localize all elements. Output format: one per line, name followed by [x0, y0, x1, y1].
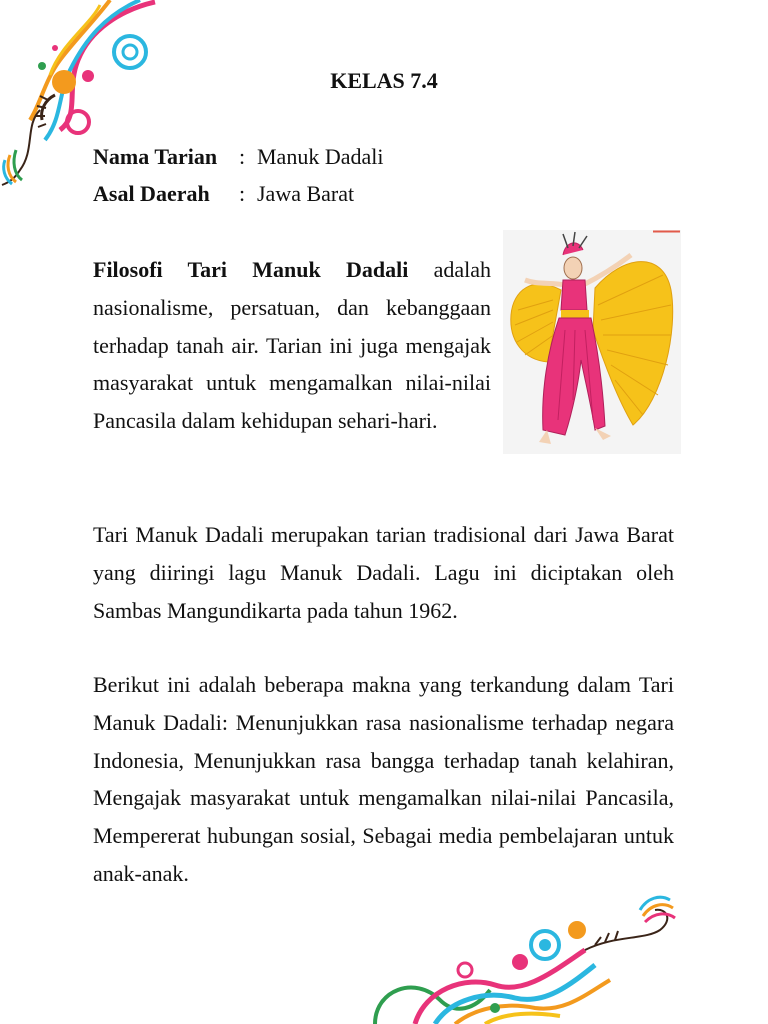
- meta-separator: :: [239, 144, 246, 169]
- swirl-ornament-bottom: [355, 890, 685, 1024]
- dancer-illustration: [503, 230, 681, 454]
- paragraph-meanings: Berikut ini adalah beberapa makna yang terkandung dalam Tari Manuk Dadali: Menunjukkan rasa nasionalisme terhadap negara Indonesia, Menunjukkan rasa bangga terhadap tanah kelahiran, Mengajak masyarakat untuk mengamalkan nilai-nilai Pancasila, Mempererat hubungan sosial, Sebagai media pembelajaran untuk anak-anak.: [93, 672, 674, 886]
- philosophy-lead: Filosofi Tari Manuk Dadali: [93, 257, 409, 282]
- meta-value: Manuk Dadali: [257, 144, 384, 169]
- meta-row-dance-name: [93, 143, 383, 171]
- paragraph-description: Tari Manuk Dadali merupakan tarian tradisional dari Jawa Barat yang diiringi lagu Manuk Dadali. Lagu ini diciptakan oleh Sambas Mangundikarta pada tahun 1962.: [93, 522, 674, 623]
- document-title: KELAS 7.4: [330, 68, 438, 93]
- meta-row-origin: [93, 180, 354, 208]
- meta-label: Asal Daerah: [93, 181, 210, 206]
- meta-label: Nama Tarian: [93, 144, 218, 169]
- meta-value: Jawa Barat: [257, 181, 355, 206]
- philosophy-text: adalah nasionalisme, persatuan, dan kebanggaan terhadap tanah air. Tarian ini juga mengajak masyarakat untuk mengamalkan nilai-nilai Pancasila dalam kehidupan sehari-hari.: [93, 257, 491, 434]
- paragraph-philosophy: [93, 251, 491, 440]
- meta-separator: :: [239, 181, 246, 206]
